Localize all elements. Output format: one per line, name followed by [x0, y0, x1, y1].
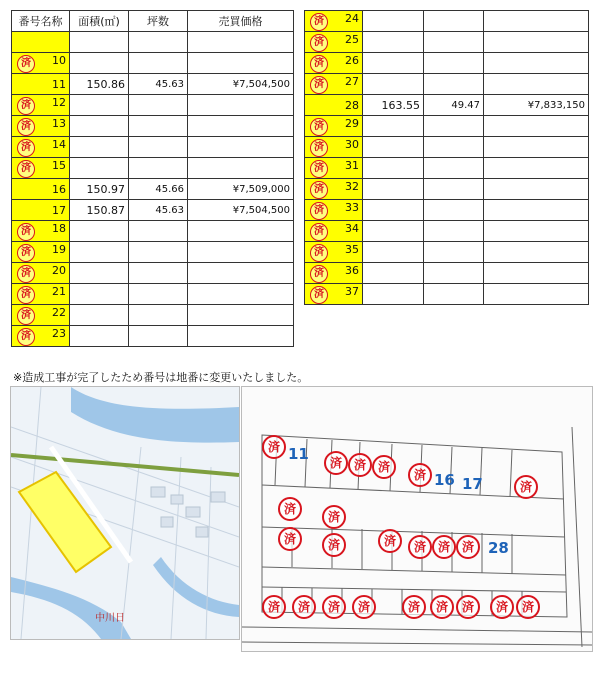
tsubo-cell: [424, 11, 484, 32]
lot-number-cell: [12, 263, 70, 284]
lot-number: 19: [52, 242, 66, 256]
lot-number-cell: [305, 53, 363, 74]
table-row: [12, 53, 294, 74]
lot-number: 15: [52, 158, 66, 172]
table-row: [12, 263, 294, 284]
tsubo-cell: [129, 305, 188, 326]
sold-stamp-icon: 済: [310, 244, 328, 262]
price-cell: [188, 284, 294, 305]
tsubo-cell: [424, 116, 484, 137]
lot-number: 31: [345, 158, 359, 172]
area-cell: [363, 53, 424, 74]
lot-number: 22: [52, 305, 66, 319]
price-cell: ¥7,504,500: [188, 200, 294, 221]
price-cell: ¥7,833,150: [484, 95, 589, 116]
area-cell: [70, 95, 129, 116]
table-row: [305, 116, 589, 137]
lot-number-cell: [305, 179, 363, 200]
sold-stamp-icon: 済: [310, 118, 328, 136]
sold-stamp-icon: 済: [262, 435, 286, 459]
lot-number: 30: [345, 137, 359, 151]
price-cell: [484, 263, 589, 284]
table-row: [12, 116, 294, 137]
table-row: [12, 221, 294, 242]
lot-number-cell: [305, 158, 363, 179]
lot-number: 36: [345, 263, 359, 277]
table-row: [12, 74, 294, 95]
sold-stamp-icon: 済: [456, 535, 480, 559]
tsubo-cell: [129, 53, 188, 74]
price-cell: [484, 53, 589, 74]
lot-number-cell: [12, 200, 70, 221]
table-row: [12, 242, 294, 263]
tsubo-cell: [129, 137, 188, 158]
tsubo-cell: [424, 263, 484, 284]
plan-lot-17: 17: [462, 475, 483, 493]
table-row: [12, 326, 294, 347]
tsubo-cell: [424, 137, 484, 158]
lot-number-cell: [12, 95, 70, 116]
location-map: [10, 386, 240, 640]
lot-renumber-note: ※造成工事が完了したため番号は地番に変更いたしました。: [13, 371, 309, 384]
lot-number-cell: [12, 158, 70, 179]
sold-stamp-icon: 済: [310, 265, 328, 283]
table-row: [12, 158, 294, 179]
tsubo-cell: [129, 284, 188, 305]
price-cell: [188, 158, 294, 179]
sold-stamp-icon: 済: [278, 497, 302, 521]
tsubo-cell: 49.47: [424, 95, 484, 116]
sold-stamp-icon: 済: [430, 595, 454, 619]
table-row: [305, 74, 589, 95]
area-cell: [70, 326, 129, 347]
sold-stamp-icon: 済: [310, 55, 328, 73]
sold-stamp-icon: 済: [322, 533, 346, 557]
area-cell: [363, 32, 424, 53]
plan-lot-16: 16: [434, 471, 455, 489]
area-cell: 163.55: [363, 95, 424, 116]
price-cell: [484, 116, 589, 137]
lot-number: 34: [345, 221, 359, 235]
lot-number: 20: [52, 263, 66, 277]
sold-stamp-icon: 済: [310, 160, 328, 178]
lot-number: 26: [345, 53, 359, 67]
price-cell: [484, 200, 589, 221]
sold-stamp-icon: 済: [17, 97, 35, 115]
area-cell: [70, 263, 129, 284]
sold-stamp-icon: 済: [17, 286, 35, 304]
price-cell: ¥7,509,000: [188, 179, 294, 200]
header-tsubo: 坪数: [129, 11, 188, 32]
price-cell: [188, 326, 294, 347]
table-row: [305, 11, 589, 32]
header-lot-number: 番号名称: [12, 11, 70, 32]
sold-stamp-icon: 済: [490, 595, 514, 619]
area-cell: 150.87: [70, 200, 129, 221]
header-area: 面積(㎡): [70, 11, 129, 32]
sold-stamp-icon: 済: [408, 535, 432, 559]
sold-stamp-icon: 済: [310, 181, 328, 199]
area-cell: [363, 116, 424, 137]
lot-number: 29: [345, 116, 359, 130]
table-row: [305, 200, 589, 221]
sold-stamp-icon: 済: [408, 463, 432, 487]
area-cell: [70, 221, 129, 242]
table-row: [12, 32, 294, 53]
sold-stamp-icon: 済: [17, 160, 35, 178]
lot-number-cell: [12, 284, 70, 305]
area-cell: [363, 74, 424, 95]
price-cell: [188, 95, 294, 116]
lot-number-cell: [305, 95, 363, 116]
price-cell: [188, 53, 294, 74]
lot-number-cell: [12, 137, 70, 158]
lot-number: 28: [345, 98, 359, 112]
lot-number: 23: [52, 326, 66, 340]
sold-stamp-icon: 済: [310, 139, 328, 157]
lot-number-cell: [12, 221, 70, 242]
tsubo-cell: [424, 200, 484, 221]
sold-stamp-icon: 済: [17, 265, 35, 283]
tsubo-cell: [129, 242, 188, 263]
sold-stamp-icon: 済: [262, 595, 286, 619]
lot-number-cell: [305, 137, 363, 158]
table-row: [305, 137, 589, 158]
lot-number: 14: [52, 137, 66, 151]
table-header-row: [12, 11, 294, 32]
sold-stamp-icon: 済: [310, 76, 328, 94]
price-cell: [484, 158, 589, 179]
sold-stamp-icon: 済: [310, 223, 328, 241]
table-row: [12, 305, 294, 326]
sold-stamp-icon: 済: [348, 453, 372, 477]
location-map-drawing: [11, 387, 239, 639]
tsubo-cell: 45.63: [129, 74, 188, 95]
tsubo-cell: 45.66: [129, 179, 188, 200]
area-cell: [363, 242, 424, 263]
lot-number: 13: [52, 116, 66, 130]
lot-number-cell: [305, 11, 363, 32]
lot-number-cell: [305, 200, 363, 221]
lot-number-cell: [12, 53, 70, 74]
sold-stamp-icon: 済: [17, 307, 35, 325]
area-cell: [70, 53, 129, 74]
sold-stamp-icon: 済: [402, 595, 426, 619]
area-cell: [363, 200, 424, 221]
plan-lot-11: 11: [288, 445, 309, 463]
sold-stamp-icon: 済: [514, 475, 538, 499]
area-cell: [70, 116, 129, 137]
sold-stamp-icon: 済: [278, 527, 302, 551]
price-cell: [188, 263, 294, 284]
sold-stamp-icon: 済: [516, 595, 540, 619]
lot-number: 33: [345, 200, 359, 214]
subdivision-plan: [241, 386, 593, 652]
table-row: [305, 95, 589, 116]
sold-stamp-icon: 済: [352, 595, 376, 619]
tsubo-cell: [424, 284, 484, 305]
tsubo-cell: [129, 95, 188, 116]
table-row: [12, 95, 294, 116]
lot-number: 18: [52, 221, 66, 235]
lot-number-cell: [12, 305, 70, 326]
table-row: [305, 284, 589, 305]
lot-number-cell: [12, 242, 70, 263]
sold-stamp-icon: 済: [310, 34, 328, 52]
lot-number-cell: [305, 32, 363, 53]
sold-stamp-icon: 済: [17, 328, 35, 346]
sold-stamp-icon: 済: [322, 595, 346, 619]
price-cell: [188, 242, 294, 263]
sold-stamp-icon: 済: [456, 595, 480, 619]
sold-stamp-icon: 済: [17, 55, 35, 73]
price-cell: [188, 116, 294, 137]
tsubo-cell: [424, 221, 484, 242]
tsubo-cell: [424, 74, 484, 95]
area-cell: [70, 137, 129, 158]
area-cell: [363, 221, 424, 242]
sold-stamp-icon: 済: [292, 595, 316, 619]
sold-stamp-icon: 済: [17, 118, 35, 136]
price-cell: [188, 221, 294, 242]
lot-number: 11: [52, 77, 66, 91]
sold-stamp-icon: 済: [310, 202, 328, 220]
price-cell: [484, 242, 589, 263]
price-cell: [484, 284, 589, 305]
table-row: [12, 179, 294, 200]
price-cell: [188, 137, 294, 158]
lot-number-cell: [12, 32, 70, 53]
table-row: [305, 242, 589, 263]
lot-number: 17: [52, 203, 66, 217]
tsubo-cell: [424, 158, 484, 179]
area-cell: 150.86: [70, 74, 129, 95]
tsubo-cell: [129, 326, 188, 347]
lot-number: 12: [52, 95, 66, 109]
sold-stamp-icon: 済: [322, 505, 346, 529]
table-row: [12, 137, 294, 158]
area-cell: [70, 32, 129, 53]
plan-lot-28: 28: [488, 539, 509, 557]
tsubo-cell: [129, 263, 188, 284]
lot-number: 37: [345, 284, 359, 298]
sold-stamp-icon: 済: [432, 535, 456, 559]
sold-stamp-icon: 済: [310, 286, 328, 304]
tsubo-cell: [424, 53, 484, 74]
price-cell: [484, 32, 589, 53]
area-cell: [363, 137, 424, 158]
sold-stamp-icon: 済: [310, 13, 328, 31]
price-cell: [484, 221, 589, 242]
tsubo-cell: [129, 158, 188, 179]
table-row: [305, 158, 589, 179]
lot-number-cell: [12, 326, 70, 347]
table-row: [12, 284, 294, 305]
lot-number-cell: [305, 116, 363, 137]
lot-number-cell: [305, 263, 363, 284]
tsubo-cell: [129, 116, 188, 137]
tsubo-cell: [129, 32, 188, 53]
area-cell: [363, 158, 424, 179]
area-cell: [363, 263, 424, 284]
lot-number-cell: [305, 74, 363, 95]
area-cell: [70, 158, 129, 179]
table-row: [305, 53, 589, 74]
area-cell: [363, 179, 424, 200]
lot-number-cell: [12, 116, 70, 137]
lot-number-cell: [305, 284, 363, 305]
lot-number: 27: [345, 74, 359, 88]
tsubo-cell: [129, 221, 188, 242]
lot-number: 21: [52, 284, 66, 298]
tsubo-cell: 45.63: [129, 200, 188, 221]
price-cell: ¥7,504,500: [188, 74, 294, 95]
table-row: [305, 179, 589, 200]
lot-number: 16: [52, 182, 66, 196]
price-cell: [484, 11, 589, 32]
sold-stamp-icon: 済: [378, 529, 402, 553]
sold-stamp-icon: 済: [17, 244, 35, 262]
lot-number-cell: [305, 221, 363, 242]
lot-number: 25: [345, 32, 359, 46]
table-row: [305, 221, 589, 242]
area-cell: [70, 305, 129, 326]
price-cell: [484, 179, 589, 200]
area-cell: [70, 242, 129, 263]
price-cell: [188, 305, 294, 326]
header-price: 売買価格: [188, 11, 294, 32]
sold-stamp-icon: 済: [17, 223, 35, 241]
lot-number: 10: [52, 53, 66, 67]
tsubo-cell: [424, 32, 484, 53]
lot-table-right: [304, 10, 589, 305]
tsubo-cell: [424, 242, 484, 263]
lot-number: 24: [345, 11, 359, 25]
table-row: [12, 200, 294, 221]
tsubo-cell: [424, 179, 484, 200]
area-cell: [363, 284, 424, 305]
price-cell: [188, 32, 294, 53]
sold-stamp-icon: 済: [17, 139, 35, 157]
table-row: [305, 32, 589, 53]
lot-table-left: [11, 10, 294, 347]
lot-number-cell: [12, 74, 70, 95]
lot-number-cell: [305, 242, 363, 263]
price-cell: [484, 137, 589, 158]
sold-stamp-icon: 済: [372, 455, 396, 479]
price-cell: [484, 74, 589, 95]
area-cell: 150.97: [70, 179, 129, 200]
lot-number: 32: [345, 179, 359, 193]
area-cell: [363, 11, 424, 32]
area-cell: [70, 284, 129, 305]
sold-stamp-icon: 済: [324, 451, 348, 475]
lot-number: 35: [345, 242, 359, 256]
table-row: [305, 263, 589, 284]
lot-number-cell: [12, 179, 70, 200]
map-place-label: 中川日: [95, 613, 125, 624]
